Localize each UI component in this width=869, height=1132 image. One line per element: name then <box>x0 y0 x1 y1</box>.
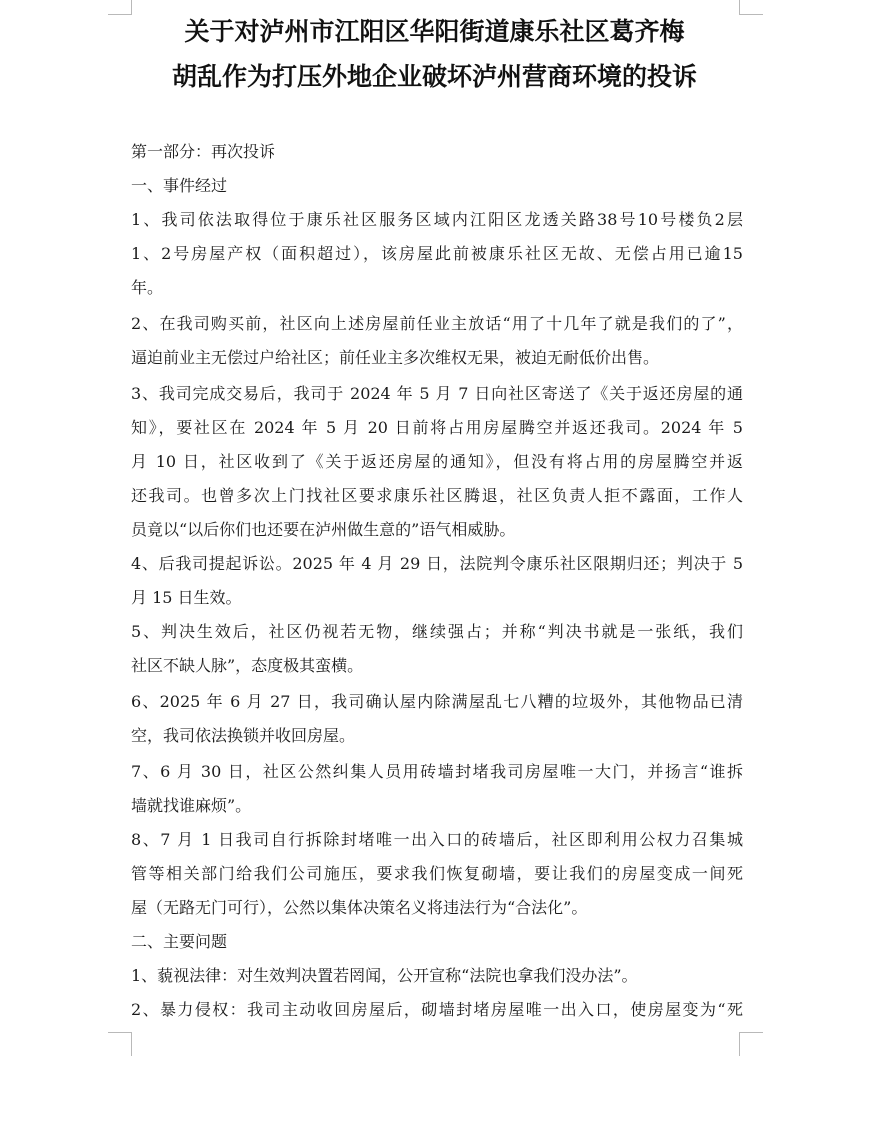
section-heading-problems: 二、主要问题 <box>131 932 228 951</box>
crop-mark-bottom-right-h <box>739 1032 763 1033</box>
item-3-line-3: 月 10 日，社区收到了《关于返还房屋的通知》，但没有将占用的房屋腾空并返 <box>131 452 743 471</box>
problem-2-line-1: 2、暴力侵权：我司主动收回房屋后，砌墙封堵房屋唯一出入口，使房屋变为“死 <box>131 1000 743 1019</box>
item-2-line-1: 2、在我司购买前，社区向上述房屋前任业主放话“用了十几年了就是我们的了”， <box>131 314 743 333</box>
crop-mark-top-left-v <box>131 0 132 15</box>
item-7-line-1: 7、6 月 30 日，社区公然纠集人员用砖墙封堵我司房屋唯一大门，并扬言“谁拆 <box>131 762 743 781</box>
item-1-line-1: 1、我司依法取得位于康乐社区服务区域内江阳区龙透关路38号10号楼负2层 <box>131 210 743 229</box>
item-3-line-2: 知》，要社区在 2024 年 5 月 20 日前将占用房屋腾空并返还我司。2024 年 5 <box>131 418 743 437</box>
item-1-line-2: 1、2号房屋产权（面积超过），该房屋此前被康乐社区无故、无偿占用已逾15 <box>131 244 743 263</box>
item-5-line-1: 5、判决生效后，社区仍视若无物，继续强占；并称“判决书就是一张纸，我们 <box>131 622 743 641</box>
item-6-line-1: 6、2025 年 6 月 27 日，我司确认屋内除满屋乱七八糟的垃圾外，其他物品已清 <box>131 692 743 711</box>
problem-1-line-1: 1、藐视法律：对生效判决置若罔闻，公开宣称“法院也拿我们没办法”。 <box>131 966 638 985</box>
document-title-line-1: 关于对泸州市江阳区华阳街道康乐社区葛齐梅 <box>184 17 685 46</box>
section-heading-events: 一、事件经过 <box>131 176 228 195</box>
item-8-line-3: 屋（无路无门可行），公然以集体决策名义将违法行为“合法化”。 <box>131 898 588 917</box>
crop-mark-top-left-h <box>108 14 132 15</box>
item-3-line-4: 还我司。也曾多次上门找社区要求康乐社区腾退，社区负责人拒不露面，工作人 <box>131 486 743 505</box>
item-6-line-2: 空，我司依法换锁并收回房屋。 <box>131 726 356 745</box>
item-4-line-1: 4、后我司提起诉讼。2025 年 4 月 29 日，法院判令康乐社区限期归还；判决于 5 <box>131 554 743 573</box>
crop-mark-bottom-left-h <box>108 1032 132 1033</box>
item-1-line-3: 年。 <box>131 278 164 297</box>
crop-mark-top-right-h <box>739 14 763 15</box>
item-3-line-1: 3、我司完成交易后，我司于 2024 年 5 月 7 日向社区寄送了《关于返还房屋的通 <box>131 384 743 403</box>
crop-mark-top-right-v <box>739 0 740 15</box>
item-7-line-2: 墙就找谁麻烦”。 <box>131 796 252 815</box>
item-5-line-2: 社区不缺人脉”，态度极其蛮横。 <box>131 656 364 675</box>
crop-mark-bottom-left-v <box>131 1032 132 1056</box>
item-4-line-2: 月 15 日生效。 <box>131 588 242 607</box>
document-title-line-2: 胡乱作为打压外地企业破坏泸州营商环境的投诉 <box>171 62 697 91</box>
crop-mark-bottom-right-v <box>739 1032 740 1056</box>
item-3-line-5: 员竟以“以后你们也还要在泸州做生意的”语气相威胁。 <box>131 520 516 539</box>
part-heading: 第一部分：再次投诉 <box>131 142 276 161</box>
item-8-line-2: 管等相关部门给我们公司施压，要求我们恢复砌墙，要让我们的房屋变成一间死 <box>131 864 743 883</box>
item-8-line-1: 8、7 月 1 日我司自行拆除封堵唯一出入口的砖墙后，社区即利用公权力召集城 <box>131 830 743 849</box>
item-2-line-2: 逼迫前业主无偿过户给社区；前任业主多次维权无果，被迫无耐低价出售。 <box>131 348 660 367</box>
